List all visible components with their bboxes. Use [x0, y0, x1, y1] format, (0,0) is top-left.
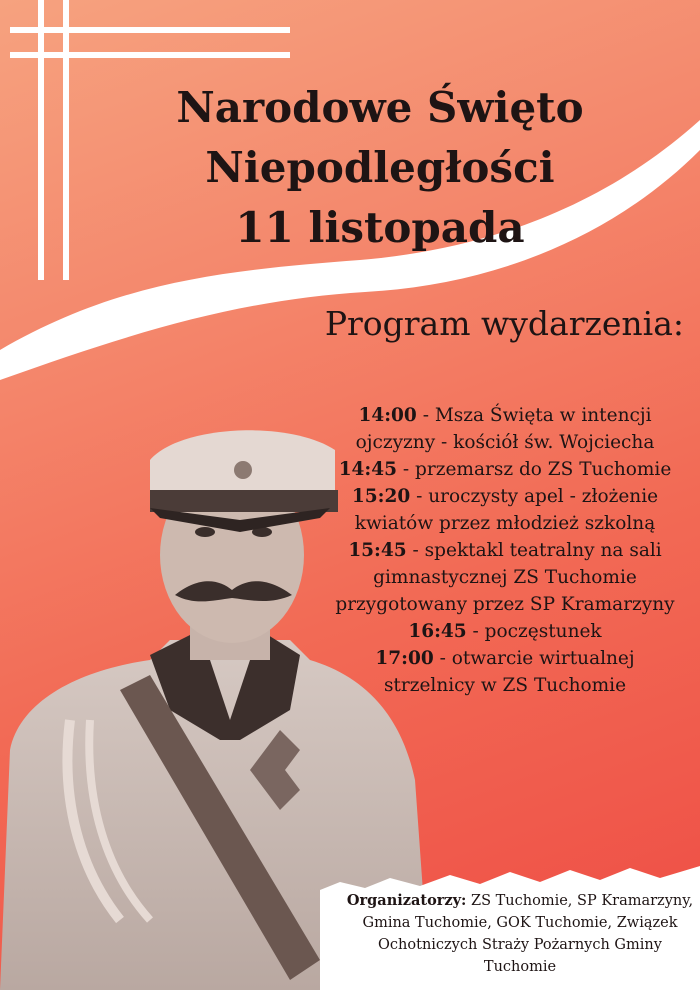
title-line-1: Narodowe Święto: [176, 83, 584, 132]
organizers-list: ZS Tuchomie, SP Kramarzyny, Gmina Tuchomie, GOK Tuchomie, Związek Ochotniczych Straży Pożarnych Gminy Tuchomie: [362, 893, 694, 975]
schedule-item: [330, 645, 680, 699]
schedule-text: - otwarcie wirtualnej strzelnicy w ZS Tuchomie: [383, 648, 635, 696]
schedule-time: 16:45: [408, 621, 467, 642]
schedule-item: [330, 402, 680, 456]
organizers-text: [345, 890, 695, 978]
organizers-label: Organizatorzy:: [346, 892, 467, 909]
schedule-item: [330, 618, 680, 645]
schedule-time: 14:45: [338, 459, 398, 480]
schedule-text: - poczęstunek: [466, 621, 602, 642]
schedule-time: 15:45: [348, 540, 407, 561]
program-heading: Program wydarzenia:: [324, 304, 684, 343]
schedule-time: 14:00: [358, 405, 417, 426]
schedule-time: 17:00: [375, 648, 434, 669]
event-title: [130, 78, 630, 258]
title-line-2: Niepodległości: [205, 143, 555, 192]
schedule-text: - Msza Święta w intencji ojczyzny - kościół św. Wojciecha: [355, 405, 655, 453]
schedule-item: [330, 537, 680, 618]
schedule-item: [330, 456, 680, 483]
schedule-list: [330, 402, 680, 699]
schedule-item: [330, 483, 680, 537]
schedule-text: - uroczysty apel - złożenie kwiatów przez młodzież szkolną: [354, 486, 659, 534]
schedule-time: 15:20: [351, 486, 411, 507]
title-line-3: 11 listopada: [235, 203, 525, 252]
schedule-text: - przemarsz do ZS Tuchomie: [397, 459, 672, 480]
schedule-text: - spektakl teatralny na sali gimnastycznej ZS Tuchomie przygotowany przez SP Kramarzyny: [335, 540, 675, 615]
